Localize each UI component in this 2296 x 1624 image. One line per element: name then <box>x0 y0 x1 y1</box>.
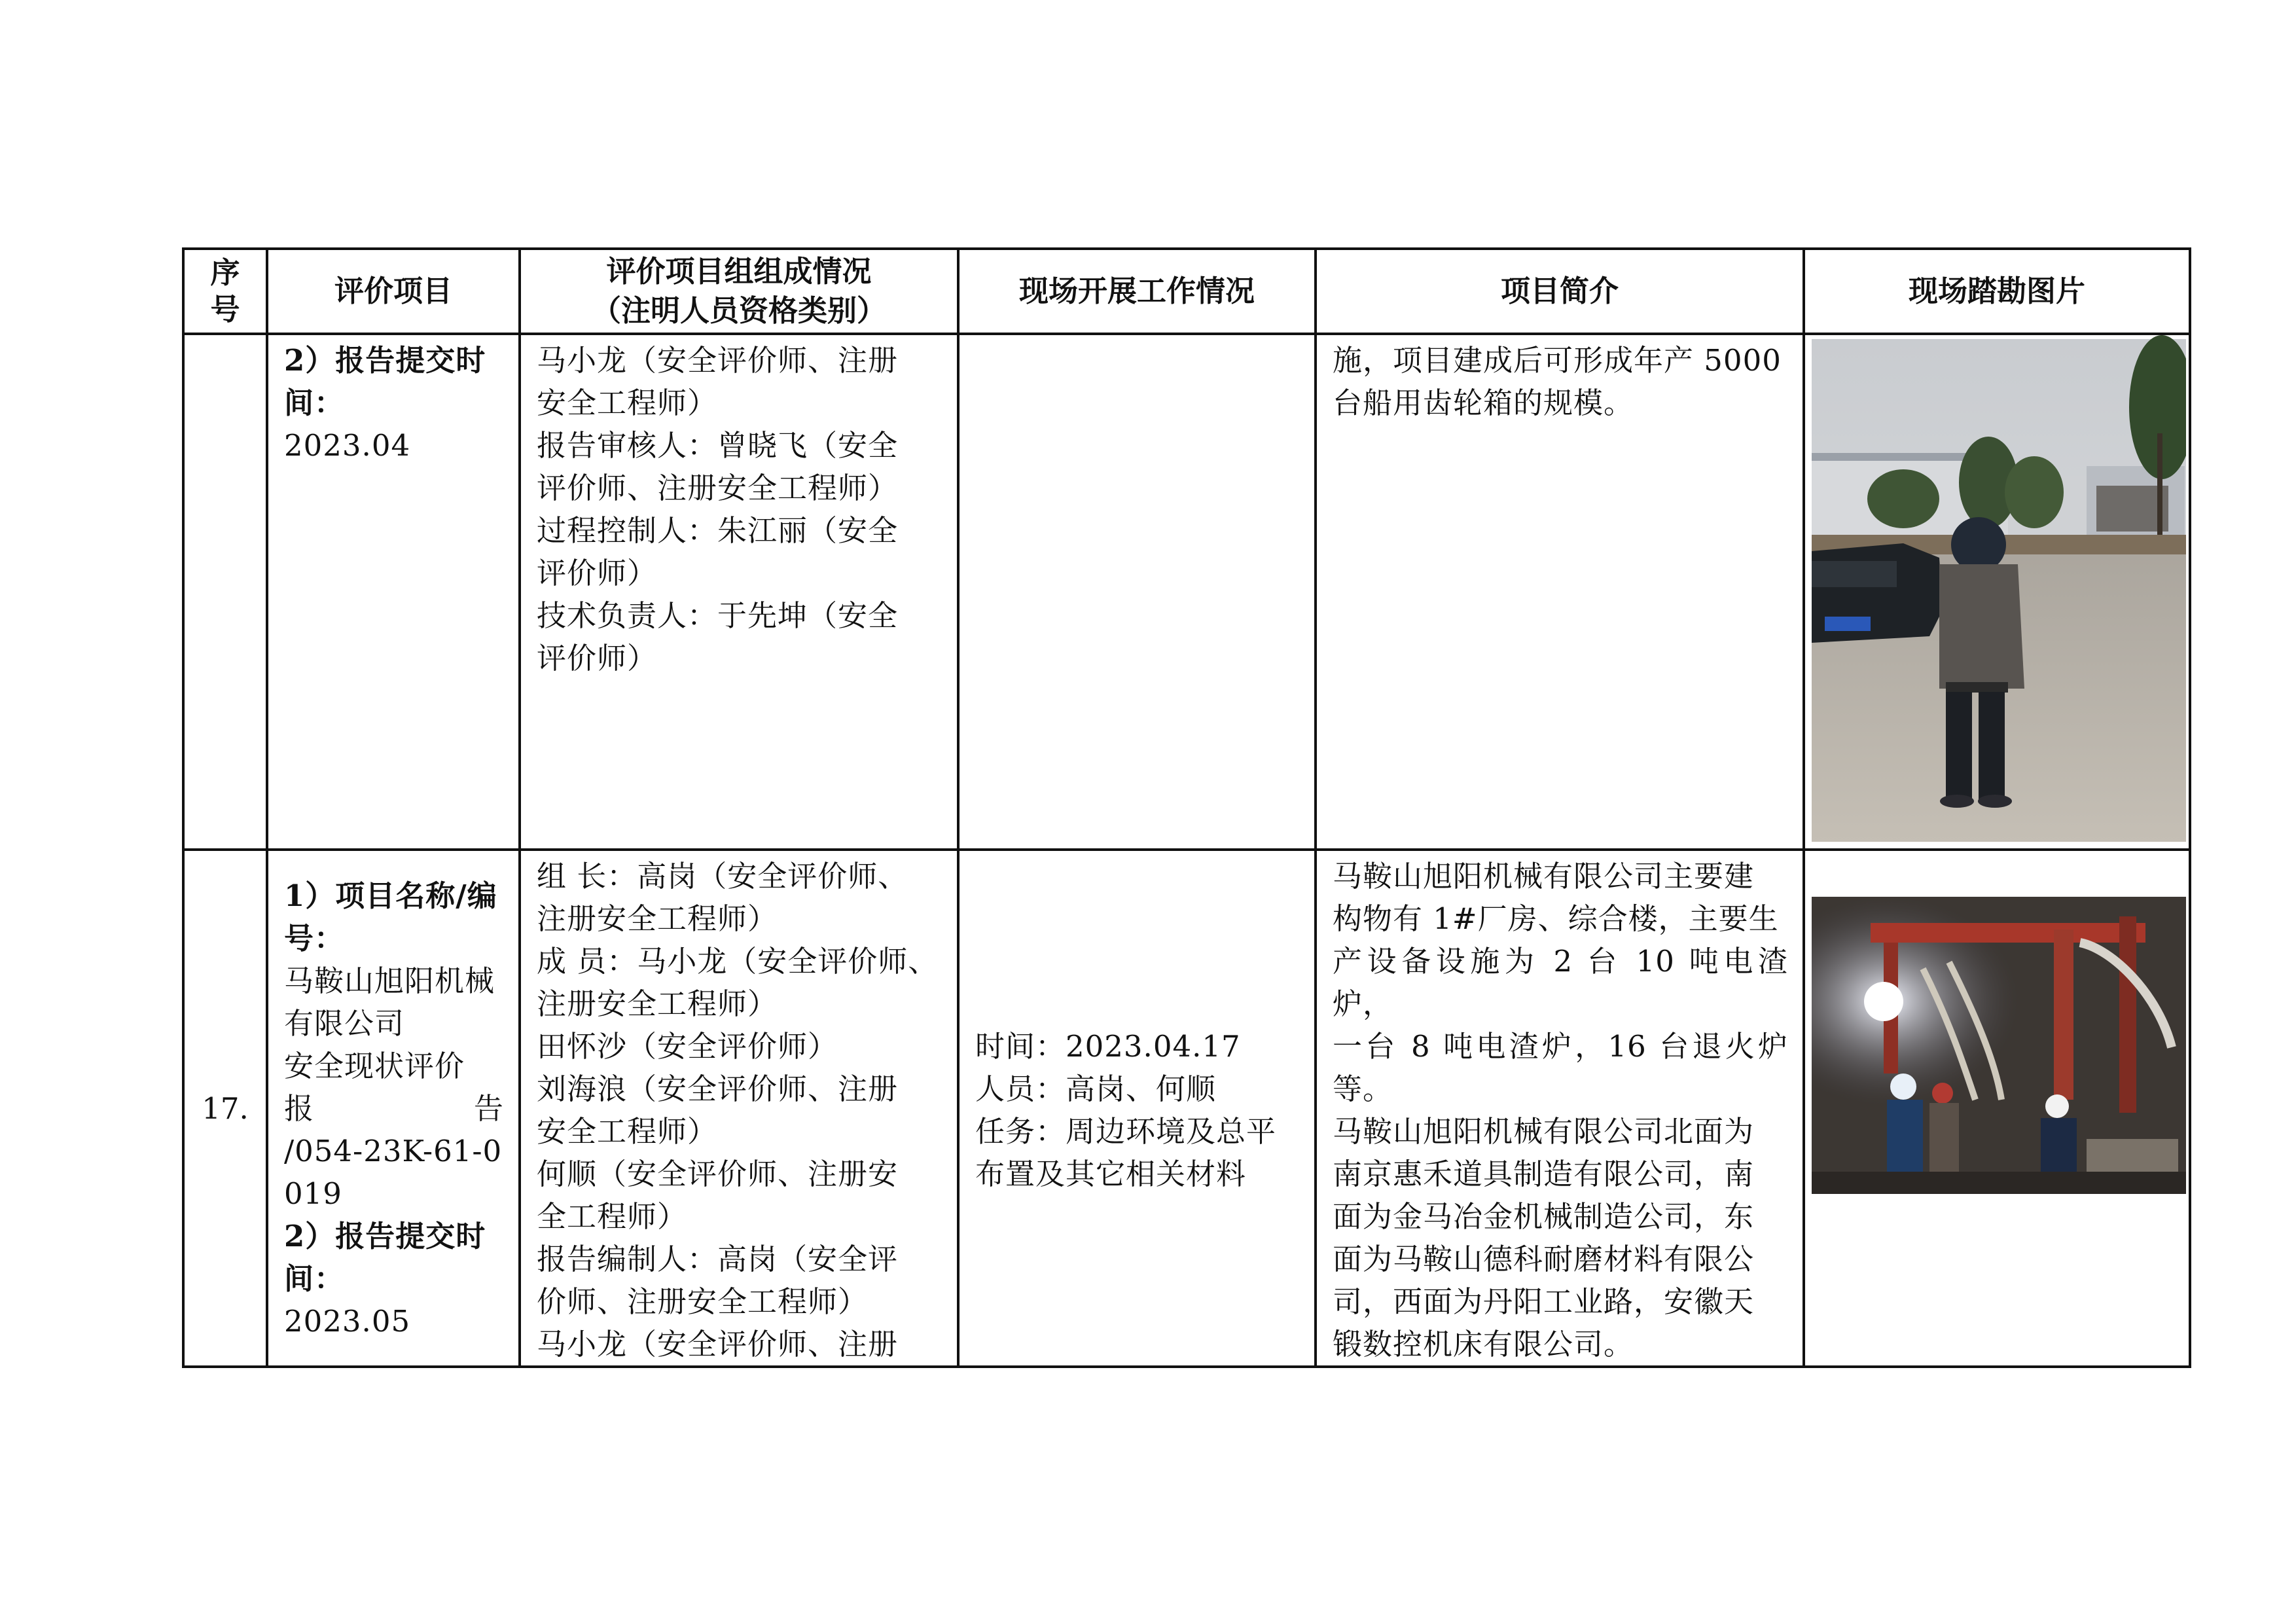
header-index-line1: 序 <box>210 255 240 290</box>
row-site-work <box>958 334 1316 850</box>
header-row <box>183 249 2190 334</box>
submit-label: 2）报告提交时间： <box>284 343 486 420</box>
row-project <box>267 850 520 1367</box>
summary-line: 马鞍山旭阳机械有限公司北面为 <box>1333 1114 1755 1149</box>
header-photo: 现场踏勘图片 <box>1804 249 2190 334</box>
project-name-label: 1）项目名称/编号： <box>284 878 497 956</box>
team-line: 马小龙（安全评价师、注册 <box>537 1327 899 1362</box>
team-line: 报告编制人：高岗（安全评 <box>537 1242 899 1276</box>
team-line: 评价师） <box>537 556 658 590</box>
team-line: 刘海浪（安全评价师、注册 <box>537 1072 899 1106</box>
workshop-photo <box>1805 851 2186 1358</box>
evaluation-record-table <box>182 247 2191 1368</box>
header-index-line2: 号 <box>210 292 240 327</box>
summary-line: 马鞍山旭阳机械有限公司主要建 <box>1333 859 1755 893</box>
header-summary: 项目简介 <box>1316 249 1804 334</box>
outdoor-yard-photo <box>1805 335 2186 842</box>
project-code-a: /054-23K-61-0 <box>284 1133 503 1168</box>
table-row <box>183 334 2190 850</box>
team-line: 评价师、注册安全工程师） <box>537 471 899 505</box>
row-summary <box>1316 334 1804 850</box>
team-line: 全工程师） <box>537 1199 688 1234</box>
team-line: 马小龙（安全评价师、注册 <box>537 343 899 378</box>
summary-line: 构物有 1#厂房、综合楼，主要生 <box>1333 901 1779 936</box>
site-photo-indoor <box>1805 851 2189 1365</box>
summary-line: 面为金马冶金机械制造公司，东 <box>1333 1199 1755 1234</box>
team-line: 过程控制人：朱江丽（安全 <box>537 513 899 548</box>
row-photo <box>1804 334 2190 850</box>
team-list <box>521 335 957 679</box>
site-work-line: 人员：高岗、何顺 <box>975 1072 1217 1106</box>
project-code-b: 019 <box>284 1176 342 1211</box>
project-name-line3-a: 报 <box>284 1091 315 1126</box>
site-work-line: 任务：周边环境及总平 <box>975 1114 1277 1149</box>
summary-line: 产设备设施为 2 台 10 吨电渣炉， <box>1333 944 1788 1021</box>
row-summary <box>1316 850 1804 1367</box>
site-photo-outdoor <box>1805 335 2189 848</box>
team-line: 报告审核人：曾晓飞（安全 <box>537 428 899 463</box>
summary-text <box>1317 851 1803 1365</box>
summary-text <box>1317 335 1803 424</box>
team-line: 何顺（安全评价师、注册安 <box>537 1157 899 1191</box>
header-index <box>183 249 267 334</box>
summary-line: 南京惠禾道具制造有限公司，南 <box>1333 1157 1755 1191</box>
row-site-work <box>958 850 1316 1367</box>
team-line: 注册安全工程师） <box>537 901 778 936</box>
team-line: 安全工程师） <box>537 1114 718 1149</box>
site-work-line: 时间：2023.04.17 <box>975 1029 1241 1064</box>
summary-line: 面为马鞍山德科耐磨材料有限公 <box>1333 1242 1755 1276</box>
site-work-text <box>960 1021 1314 1195</box>
project-name-line3 <box>284 1087 504 1130</box>
summary-line: 一台 8 吨电渣炉，16 台退火炉等。 <box>1333 1029 1788 1106</box>
submit-label: 2）报告提交时间： <box>284 1218 486 1296</box>
header-team <box>520 249 958 334</box>
team-line: 注册安全工程师） <box>537 986 778 1021</box>
header-team-line2: （注明人员资格类别） <box>591 293 886 328</box>
project-name-line3-b: 告 <box>473 1091 504 1126</box>
team-line: 评价师） <box>537 641 658 676</box>
summary-line: 司，西面为丹阳工业路，安徽天 <box>1333 1284 1755 1319</box>
project-name: 马鞍山旭阳机械有限公司 <box>284 963 495 1041</box>
summary-line: 台船用齿轮箱的规模。 <box>1333 386 1634 420</box>
header-team-line1: 评价项目组组成情况 <box>606 254 872 289</box>
row-team <box>520 850 958 1367</box>
header-project: 评价项目 <box>267 249 520 334</box>
team-line: 安全工程师） <box>537 386 718 420</box>
table-row <box>183 850 2190 1367</box>
project-name-line2: 安全现状评价 <box>284 1048 465 1083</box>
team-line: 技术负责人：于先坤（安全 <box>537 598 899 633</box>
submit-date: 2023.05 <box>284 1303 411 1339</box>
team-list <box>521 851 957 1365</box>
submit-date: 2023.04 <box>284 428 411 463</box>
site-work-line: 布置及其它相关材料 <box>975 1157 1247 1191</box>
row-index: 17. <box>183 850 267 1367</box>
team-line: 田怀沙（安全评价师） <box>537 1029 838 1064</box>
row-team <box>520 334 958 850</box>
team-line: 价师、注册安全工程师） <box>537 1284 869 1319</box>
row-photo <box>1804 850 2190 1367</box>
summary-line: 锻数控机床有限公司。 <box>1333 1327 1634 1362</box>
team-line: 成 员：马小龙（安全评价师、 <box>537 944 939 979</box>
summary-line: 施，项目建成后可形成年产 5000 <box>1333 343 1782 378</box>
header-site-work: 现场开展工作情况 <box>958 249 1316 334</box>
row-project <box>267 334 520 850</box>
row-index <box>183 334 267 850</box>
team-line: 组 长：高岗（安全评价师、 <box>537 859 908 893</box>
